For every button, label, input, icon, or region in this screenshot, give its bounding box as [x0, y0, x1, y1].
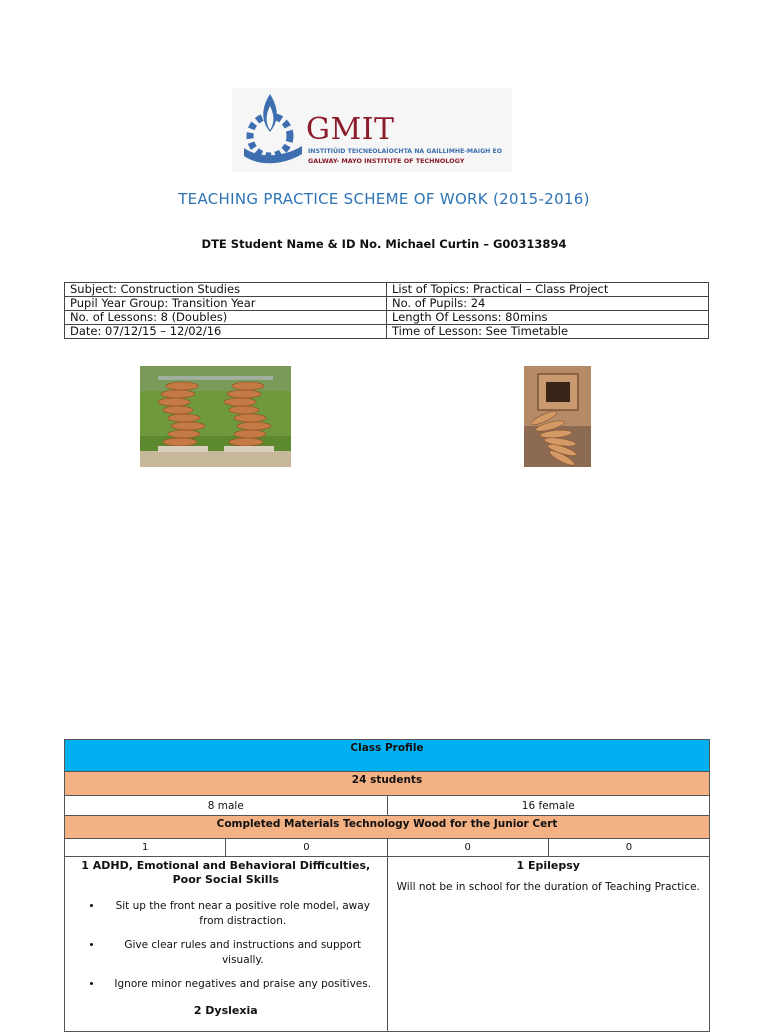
count-cell: 1 — [65, 839, 226, 857]
count-cell: 0 — [226, 839, 387, 857]
table-row — [65, 772, 710, 796]
need-adhd-title: 1 ADHD, Emotional and Behavioral Difficulties, Poor Social Skills — [81, 859, 371, 886]
table-row — [65, 297, 709, 311]
table-row — [65, 740, 710, 772]
count-cell: 0 — [387, 839, 548, 857]
info-cell: List of Topics: Practical – Class Project — [387, 283, 709, 297]
needs-cell-left — [65, 857, 388, 1032]
info-cell: Pupil Year Group: Transition Year — [65, 297, 387, 311]
need-epilepsy-title: 1 Epilepsy — [516, 859, 580, 872]
lesson-info-table — [64, 282, 709, 339]
table-row — [65, 311, 709, 325]
document-title: TEACHING PRACTICE SCHEME OF WORK (2015-2016) — [178, 190, 590, 208]
logo-name: GMIT — [306, 112, 395, 147]
info-cell: No. of Pupils: 24 — [387, 297, 709, 311]
total-students: 24 students — [65, 772, 710, 796]
project-photo-detail — [524, 366, 591, 467]
completed-course: Completed Materials Technology Wood for the Junior Cert — [65, 816, 710, 839]
list-item: • Ignore minor negatives and praise any positives. — [103, 977, 383, 992]
class-profile-table — [64, 739, 710, 1032]
table-row — [65, 857, 710, 1032]
table-row — [65, 283, 709, 297]
project-photo-table — [140, 366, 291, 467]
gmit-logo — [232, 88, 512, 172]
info-cell: Time of Lesson: See Timetable — [387, 325, 709, 339]
table-row — [65, 796, 710, 816]
info-cell: No. of Lessons: 8 (Doubles) — [65, 311, 387, 325]
list-item: • Sit up the front near a positive role model, away from distraction. — [103, 899, 383, 929]
list-item: • Give clear rules and instructions and support visually. — [103, 938, 383, 968]
table-row — [65, 839, 710, 857]
info-cell: Length Of Lessons: 80mins — [387, 311, 709, 325]
male-count: 8 male — [65, 796, 388, 816]
female-count: 16 female — [387, 796, 710, 816]
need-dyslexia-title: 2 Dyslexia — [193, 1004, 258, 1017]
student-name-line: DTE Student Name & ID No. Michael Curtin – G00313894 — [201, 237, 567, 251]
count-cell: 0 — [548, 839, 709, 857]
logo-irish-name: INSTITIÚID TEICNEOLAÍOCHTA NA GAILLIMHE-MAIGH EO — [308, 148, 503, 155]
needs-cell-right — [387, 857, 710, 1032]
strategy-list — [69, 899, 383, 992]
table-row — [65, 325, 709, 339]
table-row — [65, 816, 710, 839]
gmit-emblem-icon — [240, 92, 304, 168]
logo-english-name: GALWAY- MAYO INSTITUTE OF TECHNOLOGY — [308, 157, 465, 165]
epilepsy-note: Will not be in school for the duration of Teaching Practice. — [396, 881, 700, 893]
info-cell: Date: 07/12/15 – 12/02/16 — [65, 325, 387, 339]
class-profile-title: Class Profile — [65, 740, 710, 772]
info-cell: Subject: Construction Studies — [65, 283, 387, 297]
